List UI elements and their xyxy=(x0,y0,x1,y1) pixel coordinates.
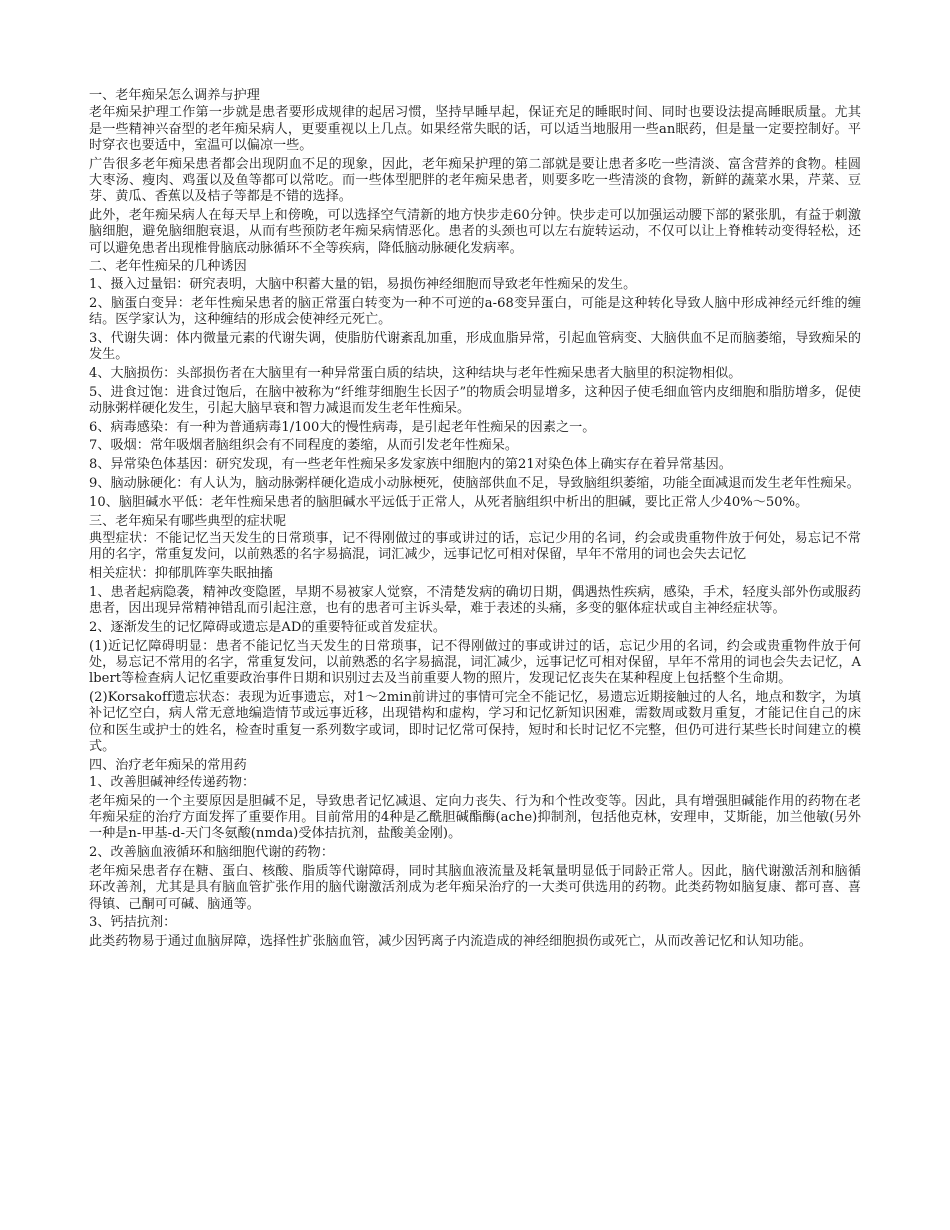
list-item: 5、进食过饱：进食过饱后，在脑中被称为“纤维芽细胞生长因子”的物质会明显增多，这种因子使毛细血管内皮细胞和脂肪增多，促使动脉粥样硬化发生，引起大脑早衰和智力减退而发生老年性痴呆。 xyxy=(89,384,861,416)
paragraph: 典型症状：不能记忆当天发生的日常琐事，记不得刚做过的事或讲过的话，忘记少用的名词，约会或贵重物件放于何处，易忘记不常用的名字，常重复发问，以前熟悉的名字易搞混，词汇减少，远事记忆可相对保留，早年不常用的词也会失去记忆 xyxy=(89,530,861,563)
section-heading-2: 二、老年性痴呆的几种诱因 xyxy=(89,259,247,275)
paragraph: 老年痴呆患者存在糖、蛋白、核酸、脂质等代谢障碍，同时其脑血液流量及耗氧量明显低于同龄正常人。因此，脑代谢激活剂和脑循环改善剂，尤其是具有脑血管扩张作用的脑代谢激活剂成为老年痴呆治疗的一大类可供选用的药物。此类药物如脑复康、都可喜、喜得镇、己酮可可碱、脑通等。 xyxy=(89,864,861,912)
list-item: 2、脑蛋白变异：老年性痴呆患者的脑正常蛋白转变为一种不可逆的a-68变异蛋白，可能是这种转化导致人脑中形成神经元纤维的缠结。医学家认为，这种缠结的形成会使神经元死亡。 xyxy=(89,295,861,327)
paragraph: 老年痴呆护理工作第一步就是患者要形成规律的起居习惯，坚持早睡早起，保证充足的睡眠时间、同时也要设法提高睡眠质量。尤其是一些精神兴奋型的老年痴呆病人，更要重视以上几点。如果经常失眠的话，可以适当地服用一些an眠药，但是量一定要控制好。平时穿衣也要适中，室温可以偏凉一些。 xyxy=(89,105,861,153)
paragraph: 老年痴呆的一个主要原因是胆碱不足，导致患者记忆减退、定向力丧失、行为和个性改变等。因此，具有增强胆碱能作用的药物在老年痴呆症的治疗方面发挥了重要作用。目前常用的4种是乙酰胆碱酯酶(ache)抑制剂，包括他克林，安理申，艾斯能，加兰他敏(另外一种是n-甲基-d-天门冬氨酸(nmda)受体拮抗剂，盐酸美金刚)。 xyxy=(89,793,861,842)
section-heading-1: 一、老年痴呆怎么调养与护理 xyxy=(89,88,260,103)
list-item: 9、脑动脉硬化：有人认为，脑动脉粥样硬化造成小动脉梗死，使脑部供血不足，导致脑组织萎缩，功能全面减退而发生老年性痴呆。 xyxy=(89,476,860,492)
list-item: 3、钙拮抗剂： xyxy=(89,915,177,931)
list-item: 8、异常染色体基因：研究发现，有一些老年性痴呆多发家族中细胞内的第21对染色体上确实存在着异常基因。 xyxy=(89,457,732,473)
paragraph: 此类药物易于通过血脑屏障，选择性扩张脑血管，减少因钙离子内流造成的神经细胞损伤或死亡，从而改善记忆和认知功能。 xyxy=(89,934,812,950)
list-item: 2、逐渐发生的记忆障碍或遗忘是AD的重要特征或首发症状。 xyxy=(89,619,447,635)
paragraph: 广告很多老年痴呆患者都会出现阴血不足的现象，因此，老年痴呆护理的第二部就是要让患者多吃一些清淡、富含营养的食物。桂圆大枣汤、瘦肉、鸡蛋以及鱼等都可以常吃。而一些体型肥胖的老年痴呆患者，则要多吃一些清淡的食物，新鲜的蔬菜水果，芹菜、豆芽、黄瓜、香蕉以及桔子等都是不错的选择。 xyxy=(89,156,861,205)
list-item: 1、摄入过量铝：研究表明，大脑中积蓄大量的铝，易损伤神经细胞而导致老年性痴呆的发生。 xyxy=(89,276,637,292)
list-item: 10、脑胆碱水平低：老年性痴呆患者的脑胆碱水平远低于正常人，从死者脑组织中析出的胆碱，要比正常人少40%～50%。 xyxy=(89,494,809,510)
sub-item: (2)Korsakoff遗忘状态：表现为近事遗忘，对1～2min前讲过的事情可完全不能记忆，易遗忘近期接触过的人名，地点和数字，为填补记忆空白，病人常无意地编造情节或远事近移，出现错构和虚构，学习和记忆新知识困难，需数周或数月重复，才能记住自己的床位和医生或护士的姓名，检查时重复一系列数字或词，即时记忆常可保持，短时和长时记忆不完整，但仍可进行某些长时间建立的模式。 xyxy=(89,690,861,754)
paragraph: 此外，老年痴呆病人在每天早上和傍晚，可以选择空气清新的地方快步走60分钟。快步走可以加强运动腰下部的紧张肌，有益于刺激脑细胞，避免脑细胞衰退，从而有些预防老年痴呆病情恶化。患者的头颈也可以左右旋转运动，不仅可以让上脊椎转动变得轻松，还可以避免患者出现椎骨脑底动脉循环不全等疾病，降低脑动脉硬化发病率。 xyxy=(89,208,861,256)
list-item: 4、大脑损伤：头部损伤者在大脑里有一种异常蛋白质的结块，这种结块与老年性痴呆患者大脑里的积淀物相似。 xyxy=(89,365,742,381)
list-item: 1、改善胆碱神经传递药物： xyxy=(89,775,256,791)
document-body xyxy=(89,88,861,953)
list-item: 1、患者起病隐袭，精神改变隐匿，早期不易被家人觉察，不清楚发病的确切日期，偶遇热性疾病，感染，手术，轻度头部外伤或服药患者，因出现异常精神错乱而引起注意，也有的患者可主诉头晕，难于表述的头痛，多变的躯体症状或自主神经症状等。 xyxy=(89,584,861,617)
sub-item: (1)近记忆障碍明显：患者不能记忆当天发生的日常琐事，记不得刚做过的事或讲过的话，忘记少用的名词，约会或贵重物件放于何处，易忘记不常用的名字，常重复发问，以前熟悉的名字易搞混，词汇减少，远事记忆可相对保留，早年不常用的词也会失去记忆，Albert等检查病人记忆重要政治事件日期和识别过去及当前重要人物的照片，发现记忆丧失在某种程度上包括整个生命期。 xyxy=(89,638,861,687)
list-item: 6、病毒感染：有一种为普通病毒1/100大的慢性病毒，是引起老年性痴呆的因素之一。 xyxy=(89,419,596,435)
list-item: 3、代谢失调：体内微量元素的代谢失调，使脂肪代谢紊乱加重，形成血脂异常，引起血管病变、大脑供血不足而脑萎缩，导致痴呆的发生。 xyxy=(89,330,861,362)
section-heading-3: 三、老年痴呆有哪些典型的症状呢 xyxy=(89,513,287,529)
paragraph: 相关症状：抑郁肌阵挛失眠抽搐 xyxy=(89,566,274,582)
list-item: 2、改善脑血液循环和脑细胞代谢的药物： xyxy=(89,845,334,861)
section-heading-4: 四、治疗老年痴呆的常用药 xyxy=(89,757,247,773)
list-item: 7、吸烟：常年吸烟者脑组织会有不同程度的萎缩，从而引发老年性痴呆。 xyxy=(89,438,518,454)
